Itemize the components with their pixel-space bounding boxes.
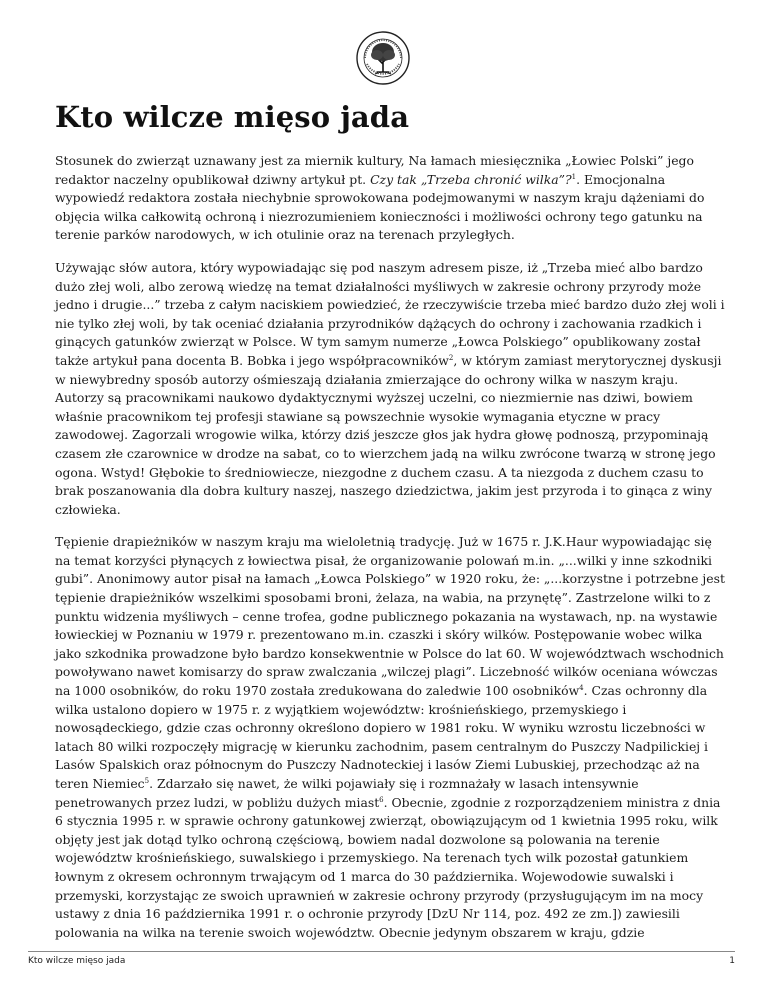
- document-body: [55, 152, 725, 956]
- footnote-ref[interactable]: 1: [571, 172, 577, 181]
- footnote-ref[interactable]: 4: [579, 683, 584, 692]
- page-title: Kto wilcze mięso jada: [55, 100, 410, 134]
- page-number: 1: [729, 956, 735, 966]
- footnote-ref[interactable]: 6: [379, 795, 384, 804]
- text: . Zdarzało się nawet, że wilki pojawiały się i rozmnażały w lasach intensywnie penetrowanych przez ludzi, w pobliżu dużych miast: [55, 776, 639, 810]
- text: . Emocjonalna wypowiedź redaktora została niechybnie sprowokowana podejmowanymi w naszym kraju dążeniami do objęcia wilka całkowitą ochroną i niezrozumieniem konieczności i możliwości ochrony tego gatunku na terenie parków narodowych, w ich otulinie oraz na terenach przyległych.: [55, 171, 705, 243]
- text: . Czas ochronny dla wilka ustalono dopiero w 1975 r. z wyjątkiem województw: krośnieńskiego, przemyskiego i nowosądeckiego, gdzie czas ochronny określono dopiero w 1981 roku. W wyniku wzrostu liczebności w latach 80 wilki rozpoczęły migrację w kierunku zachodnim, pasem centralnym do Puszczy Nadpilickiej i Lasów Spalskich oraz północnym do Puszczy Nadnoteckiej i lasów Ziemi Lubuskiej, przechodząc aż na teren Niemiec: [55, 683, 709, 791]
- article-title-italic: Czy tak „Trzeba chronić wilka”?: [370, 171, 572, 187]
- text: , w którym zamiast merytorycznej dyskusji w niewybredny sposób autorzy ośmieszają działania zmierzające do ochrony wilka w naszym kraju. Autorzy są pracownikami naukowo dydaktycznymi wyższej uczelni, co niezmiernie nas dziwi, bowiem właśnie pracownikom tej profesji stawiane są powszechnie wysokie wymagania etyczne w pracy zawodowej. Zagorzali wrogowie wilka, którzy dziś jeszcze głos jak hydra głowę podnoszą, przypominają czasem złe czarownice w drodze na sabat, co to wierzchem jadą na wilku zwrócone twarzą w stronę jego ogona. Wstyd! Głębokie to średniowiecze, niezgodne z duchem czasu. A ta niezgoda z duchem czasu to brak poszanowania dla dobra kultury naszej, naszego dziedzictwa, jakim jest przyroda i to ginąca z winy człowieka.: [55, 352, 722, 517]
- text: Tępienie drapieżników w naszym kraju ma wieloletnią tradycję. Już w 1675 r. J.K.Haur wypowiadając się na temat korzyści płynących z łowiectwa pisał, że organizowanie polowań m.in. „...wilki y inne szkodniki gubi”. Anonimowy autor pisał na łamach „Łowca Polskiego” w 1920 roku, że: „...korzystne i potrzebne jest tępienie drapieżników wszelkimi sposobami broni, żelaza, na wabia, na przynętę”. Zastrzelone wilki to z punktu widzenia myśliwych – cenne trofea, godne publicznego pokazania na wystawach, np. na wystawie łowieckiej w Poznaniu w 1979 r. prezentowano m.in. czaszki i skóry wilków. Postępowanie wobec wilka jako szkodnika prowadzone było bardzo konsekwentnie w Polsce do lat 60. W województwach wschodnich powoływano nawet komisarzy do spraw zwalczania „wilczej plagi”. Liczebność wilków oceniana wówczas na 1000 osobników, do roku 1970 została zredukowana do zaledwie 100 osobników: [55, 534, 725, 699]
- paragraph-2: [55, 259, 725, 519]
- footnote-ref[interactable]: 2: [448, 353, 454, 362]
- text: . Obecnie, zgodnie z rozporządzeniem ministra z dnia 6 stycznia 1995 r. w sprawie ochrony gatunkowej zwierząt, obowiązującym od 1 kwietnia 1995 roku, wilk objęty jest jak dotąd tylko ochroną częściową, bowiem nadal dozwolone są polowania na terenie województw krośnieńskiego, suwalskiego i przemyskiego. Na terenach tych wilk pozostał gatunkiem łownym z okresem ochronnym trwającym od 1 marca do 30 października. Wojewodowie suwalski i przemyski, korzystając ze swoich uprawnień w zakresie ochrony przyrody (przysługującym im na mocy ustawy z dnia 16 października 1991 r. o ochronie przyrody [DzU Nr 114, poz. 492 ze zm.]) zawiesili polowania na wilka na terenie swoich województw. Obecnie jedynym obszarem w kraju, gdzie: [55, 794, 721, 940]
- paragraph-1: [55, 152, 725, 245]
- text: Używając słów autora, który wypowiadając się pod naszym adresem pisze, iż „Trzeba mieć albo bardzo dużo złej woli, albo zerową wiedzę na temat działalności myśliwych w zakresie ochrony przyrody może jedno i drugie...” trzeba z całym naciskiem powiedzieć, że rzeczywiście trzeba mieć bardzo dużo złej woli i nie tylko złej woli, by tak oceniać działania przyrodników dążących do ochrony i zachowania rzadkich i ginących gatunków zwierząt w Polsce. W tym samym numerze „Łowca Polskiego” opublikowany został także artykuł pana docenta B. Bobka i jego współpracowników: [55, 259, 725, 368]
- footer-divider: [28, 951, 735, 952]
- organization-logo: [355, 28, 411, 88]
- paragraph-3: [55, 533, 725, 942]
- footer-title: Kto wilcze mięso jada: [28, 956, 126, 966]
- text: Stosunek do zwierząt uznawany jest za miernik kultury, Na łamach miesięcznika „Łowiec Polski” jego redaktor naczelny opublikował dziwny artykuł pt.: [55, 153, 694, 187]
- footnote-ref[interactable]: 5: [144, 776, 150, 785]
